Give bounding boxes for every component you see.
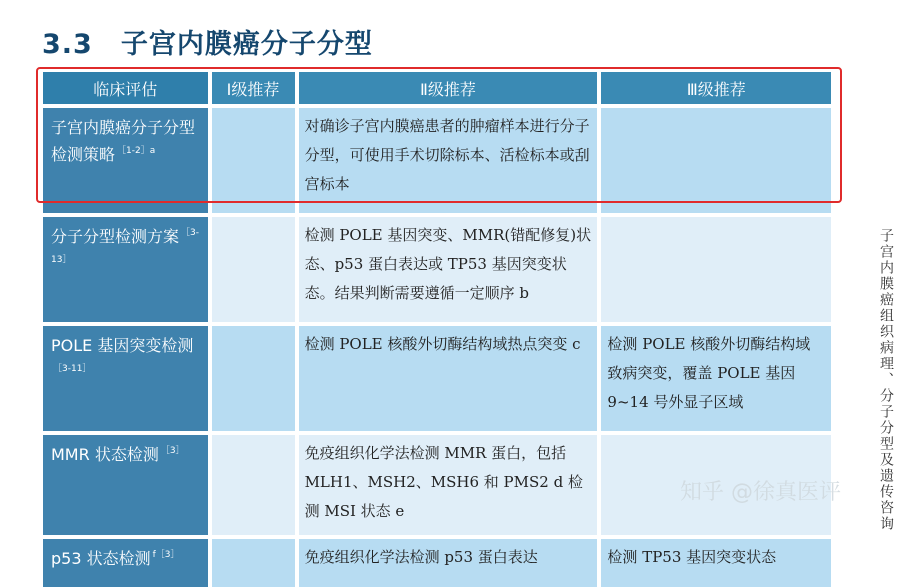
row-level-2: 免疫组织化学法检测 p53 蛋白表达 <box>299 539 598 587</box>
header-level-3: Ⅲ级推荐 <box>601 72 831 108</box>
side-note: 子宫内膜癌组织病理、分子分型及遗传咨询 <box>878 228 894 532</box>
table-row <box>43 326 831 431</box>
header-level-2: Ⅱ级推荐 <box>299 72 598 108</box>
reference: ［3-11］ <box>53 364 92 374</box>
row-level-3: 检测 POLE 核酸外切酶结构域致病突变，覆盖 POLE 基因 9~14 号外显子区域 <box>601 326 831 431</box>
row-level-3 <box>601 217 831 322</box>
row-assessment: POLE 基因突变检测$^{[3-11]}$ <box>43 326 208 431</box>
row-level-1 <box>212 326 295 431</box>
row-level-1 <box>212 217 295 322</box>
row-assessment: 子宫内膜癌分子分型检测策略 $^{[1-2]a}$ <box>43 108 208 213</box>
row-level-3: 检测 TP53 基因突变状态 <box>601 539 831 587</box>
table-row <box>43 539 831 587</box>
header-level-1: Ⅰ级推荐 <box>212 72 295 108</box>
row-level-1 <box>212 539 295 587</box>
section-heading: 子宫内膜癌分子分型 <box>120 29 373 60</box>
table-row <box>43 217 831 322</box>
header-clinical-assessment: 临床评估 <box>43 72 208 108</box>
row-level-2: 对确诊子宫内膜癌患者的肿瘤样本进行分子分型，可使用手术切除标本、活检标本或刮宫标本 <box>299 108 598 213</box>
row-level-2: 检测 POLE 核酸外切酶结构域热点突变 c <box>299 326 598 431</box>
row-level-1 <box>212 435 295 535</box>
section-number: 3.3 <box>42 29 93 60</box>
section-title <box>42 22 373 61</box>
highlight-box <box>36 67 842 203</box>
watermark: 知乎 @徐真医评 <box>680 480 841 505</box>
reference: ［3］ <box>160 446 185 456</box>
row-level-2: 检测 POLE 基因突变、MMR(错配修复)状态、p53 蛋白表达或 TP53 基因突变状态。结果判断需要遵循一定顺序 b <box>299 217 598 322</box>
reference: f［3］ <box>152 550 180 560</box>
reference: ［1-2］a <box>117 146 156 156</box>
reference: ［3-13］ <box>51 228 199 265</box>
row-assessment: p53 状态检测 $^{f[3]}$ <box>43 539 208 587</box>
row-assessment: MMR 状态检测 $^{[3]}$ <box>43 435 208 535</box>
row-level-2: 免疫组织化学法检测 MMR 蛋白，包括 MLH1、MSH2、MSH6 和 PMS2 d 检测 MSI 状态 e <box>299 435 598 535</box>
row-assessment: 分子分型检测方案 $^{[3-13]}$ <box>43 217 208 322</box>
